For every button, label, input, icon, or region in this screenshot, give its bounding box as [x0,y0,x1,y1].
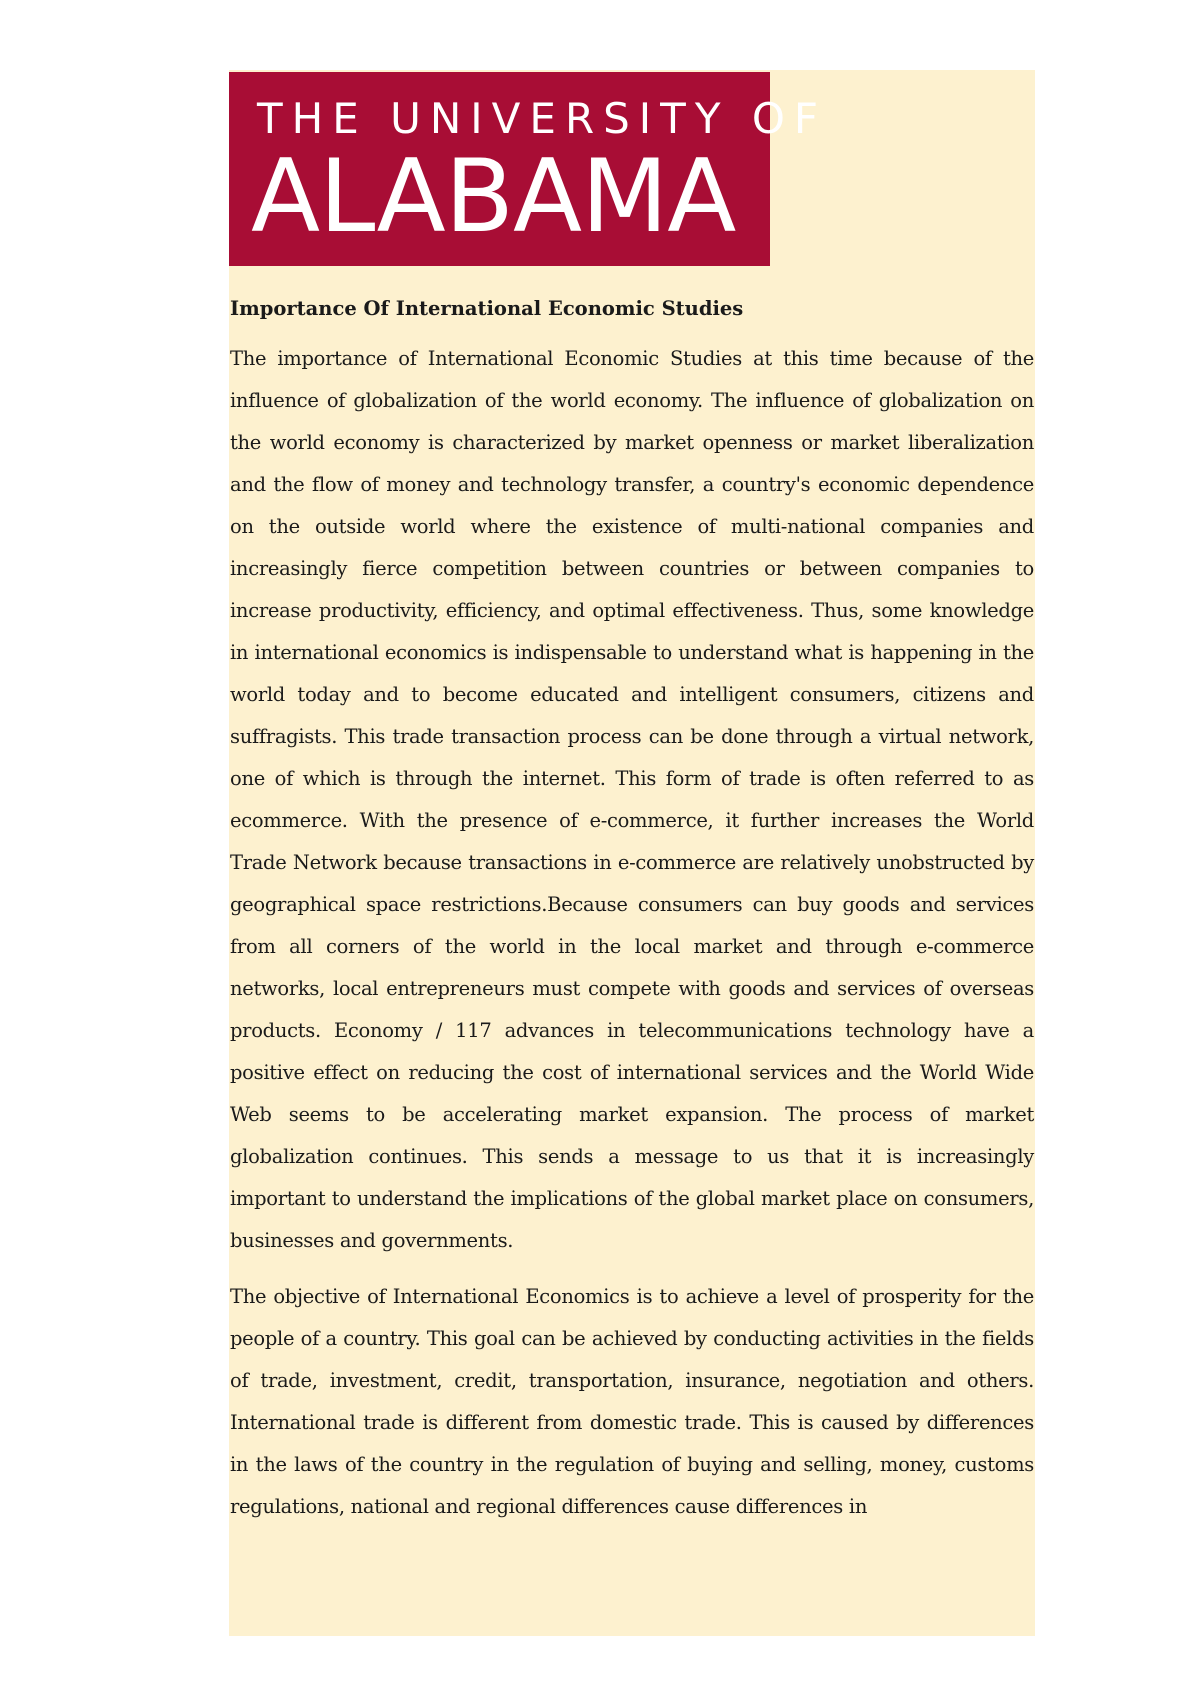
document-page [229,70,1035,1636]
logo-line-alabama: ALABAMA [251,137,736,255]
paragraph-2: The objective of International Economics is to achieve a level of prosperity for the people of a country. This goal can be achieved by conducting activities in the fields of trade, investment, credit, transportation, insurance, negotiation and others. International trade is different from domestic trade. This is caused by differences in the laws of the country in the regulation of buying and selling, money, customs regulations, national and regional differences cause differences in [230,1285,1034,1518]
document-body [230,294,1034,1528]
document-heading: Importance Of International Economic Studies [230,297,744,320]
logo-line-university-of: THE UNIVERSITY OF [257,94,828,143]
university-logo [229,72,828,266]
paragraph-1: The importance of International Economic Studies at this time because of the influence of globalization of the world economy. The influence of globalization on the world economy is characterized by market openness or market liberalization and the flow of money and technology transfer, a country's economic dependence on the outside world where the existence of multi-national companies and increasingly fierce competition between countries or between companies to increase productivity, efficiency, and optimal effectiveness. Thus, some knowledge in international economics is indispensable to understand what is happening in the world today and to become educated and intelligent consumers, citizens and suffragists. This trade transaction process can be done through a virtual network, one of which is through the internet. This form of trade is often referred to as ecommerce. With the presence of e-commerce, it further increases the World Trade Network because transactions in e-commerce are relatively unobstructed by geographical space restrictions.Because consumers can buy goods and services from all corners of the world in the local market and through e-commerce networks, local entrepreneurs must compete with goods and services of overseas products. Economy / 117 advances in telecommunications technology have a positive effect on reducing the cost of international services and the World Wide Web seems to be accelerating market expansion. The process of market globalization continues. This sends a message to us that it is increasingly important to understand the implications of the global market place on consumers, businesses and governments. [230,347,1034,1252]
